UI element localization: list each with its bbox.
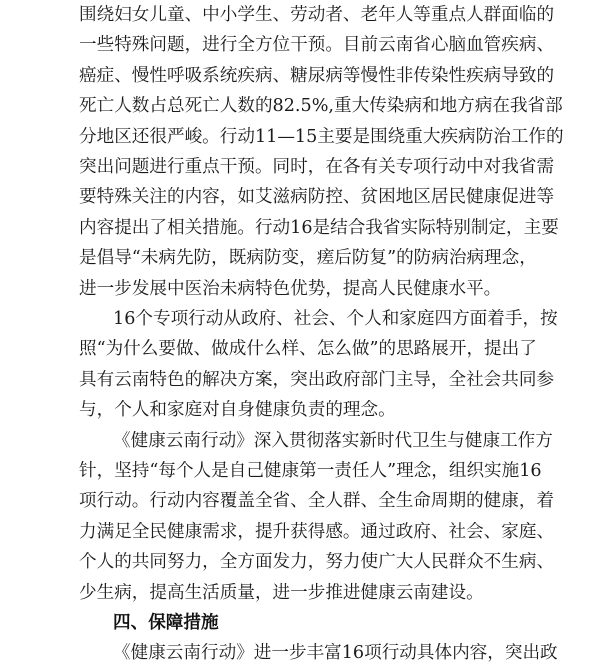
text-line: 进一步发展中医治未病特色优势，提高人民健康水平。	[79, 278, 502, 299]
text-line: 围绕妇女儿童、中小学生、劳动者、老年人等重点人群面临的	[79, 5, 555, 25]
text-line: 要特殊关注的内容，如艾滋病防控、贫困地区居民健康促进等	[79, 187, 555, 208]
text-line: 照“为什么要做、做成什么样、怎么做”的思路展开，提出了	[79, 339, 537, 360]
text-line: 个人的共同努力，全方面发力，努力使广大人民群众不生病、	[79, 552, 555, 573]
text-line: 突出问题进行重点干预。同时，在各有关专项行动中对我省需	[79, 157, 555, 177]
text-line: 是倡导“未病先防，既病防变，瘥后防复”的防病治病理念，	[79, 248, 537, 269]
text-line: 16个专项行动从政府、社会、个人和家庭四方面着手，按	[113, 309, 558, 329]
text-line: 死亡人数占总死亡人数的82.5%,重大传染病和地方病在我省部	[79, 96, 563, 117]
text-line: 具有云南特色的解决方案，突出政府部门主导，全社会共同参	[79, 369, 555, 390]
section-heading: 四、保障措施	[113, 613, 219, 633]
text-line: 癌症、慢性呼吸系统疾病、糖尿病等慢性非传染性疾病导致的	[79, 65, 555, 86]
text-line: 项行动。行动内容覆盖全省、全人群、全生命周期的健康，着	[79, 491, 555, 512]
text-line: 一些特殊问题，进行全方位干预。目前云南省心脑血管疾病、	[79, 35, 555, 56]
text-line: 与，个人和家庭对自身健康负责的理念。	[79, 400, 396, 421]
text-line: 针，坚持“每个人是自己健康第一责任人”理念，组织实施16	[79, 461, 542, 481]
text-line: 分地区还很严峻。行动11—15主要是围绕重大疾病防治工作的	[79, 126, 564, 147]
text-line: 力满足全民健康需求，提升获得感。通过政府、社会、家庭、	[79, 521, 555, 542]
text-line: 《健康云南行动》深入贯彻落实新时代卫生与健康工作方	[113, 430, 553, 451]
text-line: 《健康云南行动》进一步丰富16项行动具体内容，突出政	[113, 643, 558, 664]
text-line: 内容提出了相关措施。行动16是结合我省实际特别制定，主要	[79, 217, 559, 238]
text-line: 少生病，提高生活质量，进一步推进健康云南建设。	[79, 582, 484, 603]
